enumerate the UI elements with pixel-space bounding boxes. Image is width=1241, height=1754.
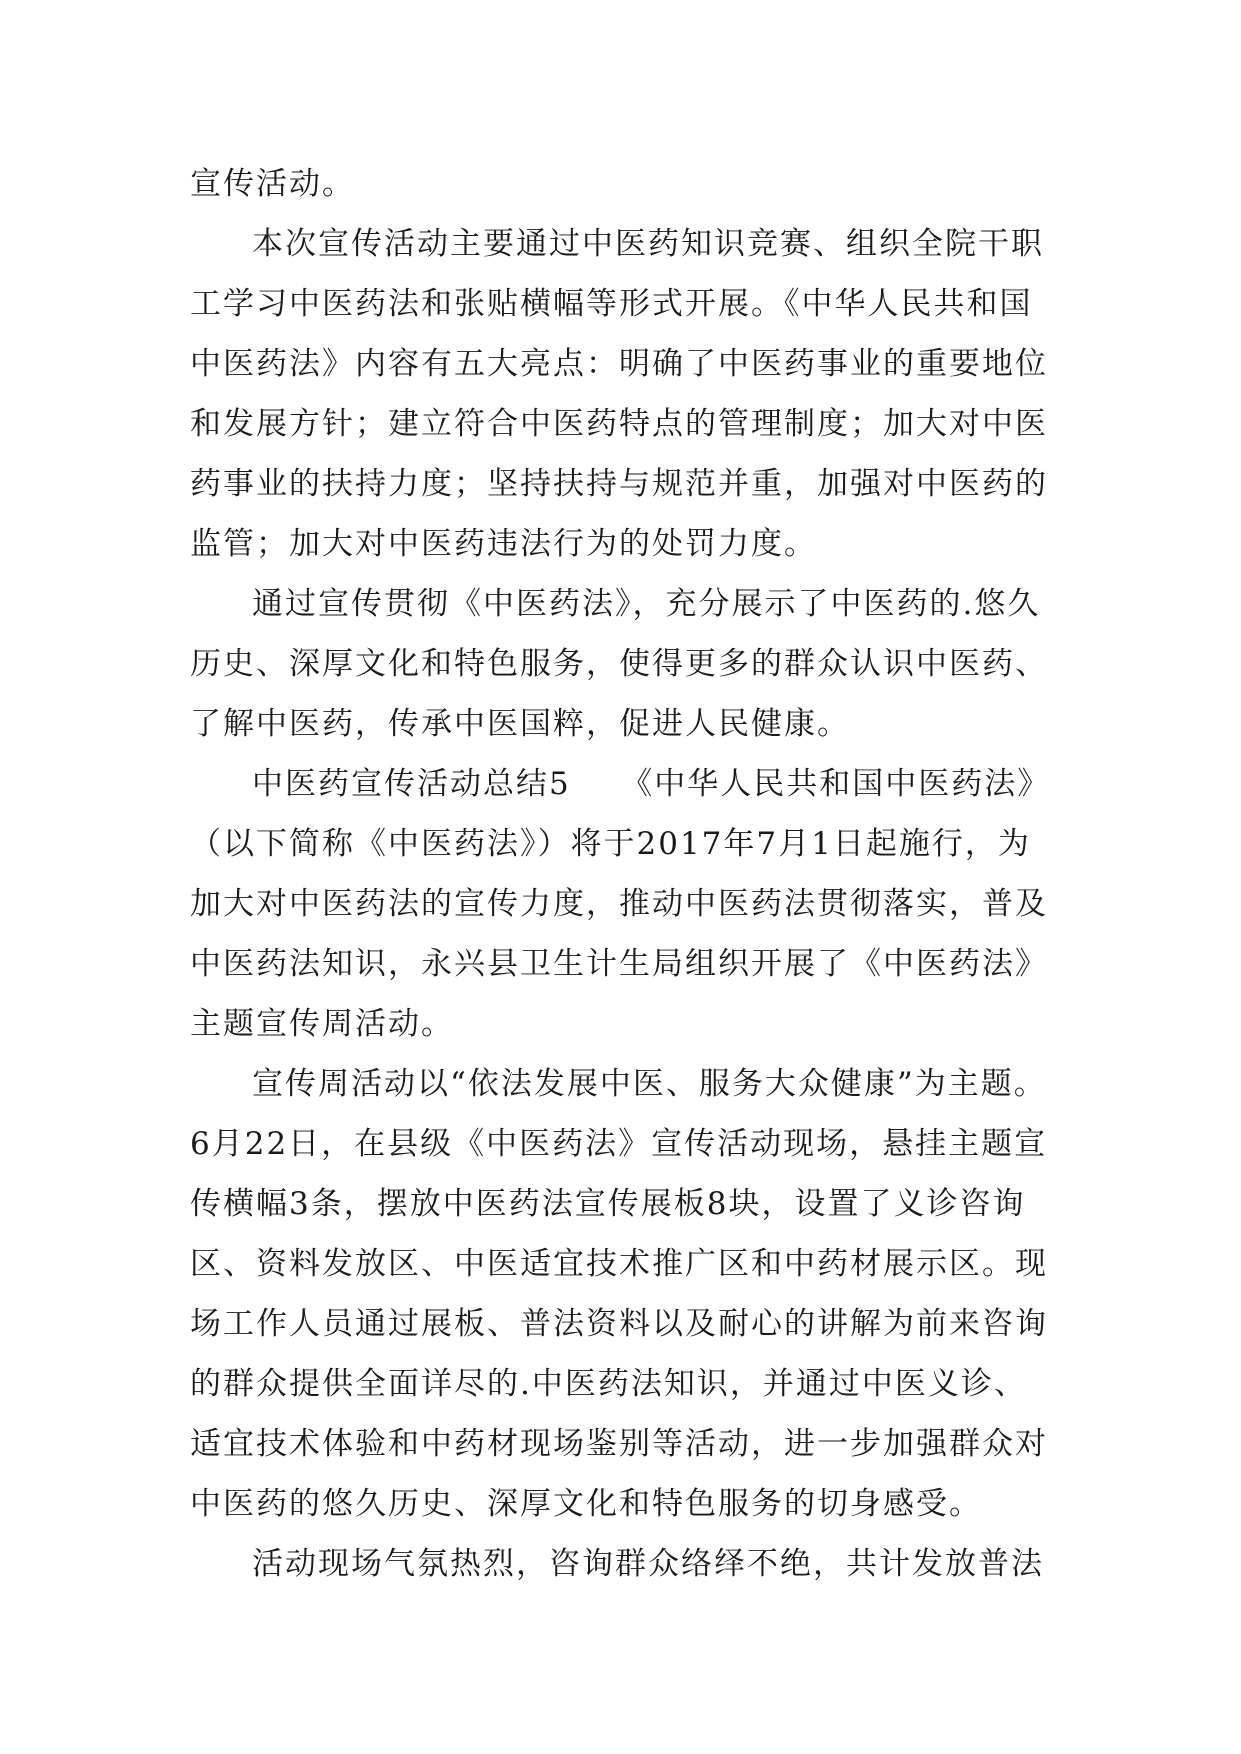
text-line: 通过宣传贯彻《中医药法》，充分展示了中医药的.悠久 <box>252 586 1041 622</box>
text-line: 中医药法知识，永兴县卫生计生局组织开展了《中医药法》 <box>190 946 1048 982</box>
text-line: 本次宣传活动主要通过中医药知识竞赛、组织全院干职 <box>252 226 1044 262</box>
text-line: 主题宣传周活动。 <box>190 1006 454 1042</box>
text-line: （以下简称《中医药法》）将于2017年7月1日起施行，为 <box>190 826 1031 862</box>
text-line: 历史、深厚文化和特色服务，使得更多的群众认识中医药、 <box>190 646 1048 682</box>
text-line: 传横幅3条，摆放中医药法宣传展板8块，设置了义诊咨询 <box>190 1186 1026 1222</box>
text-line: 宣传周活动以“依法发展中医、服务大众健康”为主题。 <box>252 1066 1047 1102</box>
text-line: 区、资料发放区、中医适宜技术推广区和中药材展示区。现 <box>190 1246 1048 1282</box>
text-line: 中医药法》内容有五大亮点：明确了中医药事业的重要地位 <box>190 346 1048 382</box>
text-line: 监管；加大对中医药违法行为的处罚力度。 <box>190 526 817 562</box>
text-line: 和发展方针；建立符合中医药特点的管理制度；加大对中医 <box>190 406 1048 442</box>
text-line: 中医药的悠久历史、深厚文化和特色服务的切身感受。 <box>190 1486 982 1522</box>
text-line: 活动现场气氛热烈，咨询群众络绎不绝，共计发放普法 <box>252 1546 1044 1582</box>
text-line: 加大对中医药法的宣传力度，推动中医药法贯彻落实，普及 <box>190 886 1048 922</box>
text-line: 场工作人员通过展板、普法资料以及耐心的讲解为前来咨询 <box>190 1306 1048 1342</box>
text-line: 了解中医药，传承中医国粹，促进人民健康。 <box>190 706 850 742</box>
text-line: 药事业的扶持力度；坚持扶持与规范并重，加强对中医药的 <box>190 466 1048 502</box>
text-line: 工学习中医药法和张贴横幅等形式开展。《中华人民共和国 <box>190 286 1033 322</box>
text-line: 的群众提供全面详尽的.中医药法知识，并通过中医义诊、 <box>190 1366 1027 1402</box>
section-heading: 中医药宣传活动总结5 《中华人民共和国中医药法》 <box>252 766 1051 802</box>
text-line: 宣传活动。 <box>190 166 355 202</box>
text-line: 适宜技术体验和中药材现场鉴别等活动，进一步加强群众对 <box>190 1426 1048 1462</box>
text-line: 6月22日，在县级《中医药法》宣传活动现场，悬挂主题宣 <box>190 1126 1048 1162</box>
